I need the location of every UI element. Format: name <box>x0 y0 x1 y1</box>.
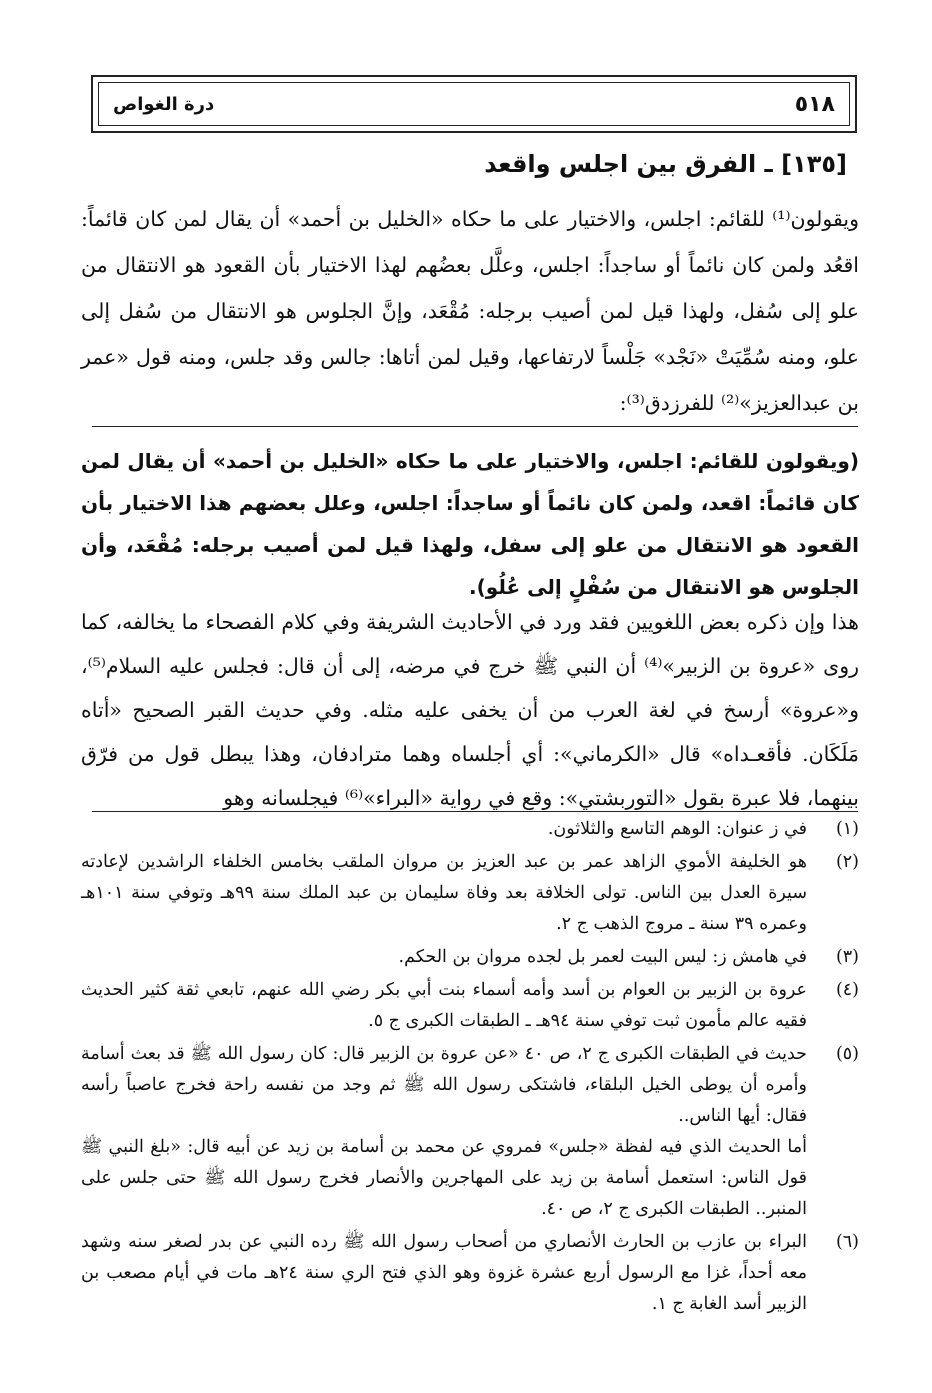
footnote <box>81 1227 859 1320</box>
footnote-text: عروة بن الزبير بن العوام بن أسد وأمه أسماء بنت أبي بكر رضي الله عنهم، تابعي ثقة كثير الحديث فقيه عالم مأمون ثبت توفي سنة ٩٤هـ ـ الطبقات الكبرى ج ٥. <box>81 980 807 1031</box>
footnote-number: (٥) <box>835 1044 859 1064</box>
main-paragraph-1: ويقولون⁽¹⁾ للقائم: اجلس، والاختيار على ما حكاه «الخليل بن أحمد» أن يقال لمن كان قائماً: اقعُد ولمن كان نائماً أو ساجداً: اجلس، وعلَّل بعضُهم لهذا الاختيار بأن القعود هو الانتقال من علو إلى سُفل، ولهذا قيل لمن أصيب برجله: مُقْعَد، وإنَّ الجلوس هو الانتقال من سُفل إلى علو، ومنه سُمِّيَتْ «نَجْد» جَلْساً لارتفاعها، وقيل لمن أتاها: جالس وقد جلس، ومنه قول «عمر بن عبدالعزيز»⁽²⁾ للفرزدق⁽³⁾: <box>81 207 859 415</box>
section-title: [١٣٥] ـ الفرق بين اجلس واقعد <box>484 150 847 178</box>
footnote <box>81 847 859 940</box>
page-number: ٥١٨ <box>794 91 835 117</box>
footnote <box>81 942 859 973</box>
divider-rule <box>92 426 858 427</box>
footnote-text: هو الخليفة الأموي الزاهد عمر بن عبد العزيز بن مروان الملقب بخامس الخلفاء الراشدين لإعادته سيرة العدل بين الناس. تولى الخلافة بعد وفاة سليمان بن عبد الملك سنة ٩٩هـ وتوفي سنة ١٠١هـ وعمره ٣٩ سنة ـ مروج الذهب ج ٢. <box>81 852 807 934</box>
quoted-text: (ويقولون للقائم: اجلس، والاختيار على ما حكاه «الخليل بن أحمد» أن يقال لمن كان قائماً: اقعد، ولمن كان نائماً أو ساجداً: اجلس، وعلل بعضهم هذا الاختيار بأن القعود هو الانتقال من علو إلى سفل، ولهذا قيل لمن أصيب برجله: مُقْعَد، وأن الجلوس هو الانتقال من سُفْلٍ إلى عُلُو). <box>81 449 859 599</box>
footnote <box>81 1039 859 1132</box>
footnote-text: في هامش ز: ليس البيت لعمر بل لجده مروان بن الحكم. <box>398 947 807 967</box>
footnote-number: (٦) <box>835 1232 859 1252</box>
footnote-continuation: أما الحديث الذي فيه لفظة «جلس» فمروي عن محمد بن أسامة بن زيد عن أبيه قال: «بلغ النبي ﷺ قول الناس: استعمل أسامة بن زيد على المهاجرين والأنصار فخرج رسول الله ﷺ حتى جلس على المنبر.. الطبقات الكبرى ج ٢، ص ٤٠. <box>81 1137 807 1219</box>
footnote-text: حديث في الطبقات الكبرى ج ٢، ص ٤٠ «عن عروة بن الزبير قال: كان رسول الله ﷺ قد بعث أسامة وأمره أن يوطى الخيل البلقاء، فاشتكى رسول الله ﷺ ثم وجد من نفسه راحة فخرج عاصباً رأسه فقال: أيها الناس.. <box>81 1044 807 1126</box>
page-header <box>91 75 857 133</box>
footnotes <box>81 814 859 1320</box>
footnote-number: (٢) <box>835 852 859 872</box>
footnote-text: البراء بن عازب بن الحارث الأنصاري من أصحاب رسول الله ﷺ رده النبي عن بدر لصغر سنه وشهد معه أحداً، غزا مع الرسول أربع عشرة غزوة وهو الذي فتح الري سنة ٢٤هـ مات في أيام مصعب بن الزبير أسد الغابة ج ١. <box>81 1232 807 1314</box>
footnote-text: في ز عنوان: الوهم التاسع والثلاثون. <box>547 819 807 839</box>
footnote <box>81 814 859 845</box>
footnote-number: (٣) <box>835 947 859 967</box>
page-header-inner <box>98 82 850 126</box>
main-paragraph-2: هذا وإن ذكره بعض اللغويين فقد ورد في الأحاديث الشريفة وفي كلام الفصحاء ما يخالفه، كما روى «عروة بن الزبير»⁽⁴⁾ أن النبي ﷺ خرج في مرضه، إلى أن قال: فجلس عليه السلام⁽⁵⁾، و«عروة» أرسخ في لغة العرب من أن يخفى عليه مثله. وفي حديث القبر الصحيح «أتاه مَلَكَان. فأقعـداه» قال «الكرماني»: أي أجلساه وهما مترادفان، وهذا يبطل قول من فرّق بينهما، فلا عبرة بقول «التوربشتي»: وقع في رواية «البراء»⁽⁶⁾ فيجلسانه وهو <box>81 610 859 810</box>
footnote <box>81 975 859 1037</box>
book-title: درة الغواص <box>113 93 215 115</box>
footnote-number: (١) <box>835 819 859 839</box>
footnote-number: (٤) <box>835 980 859 1000</box>
footnote-divider <box>92 811 858 812</box>
